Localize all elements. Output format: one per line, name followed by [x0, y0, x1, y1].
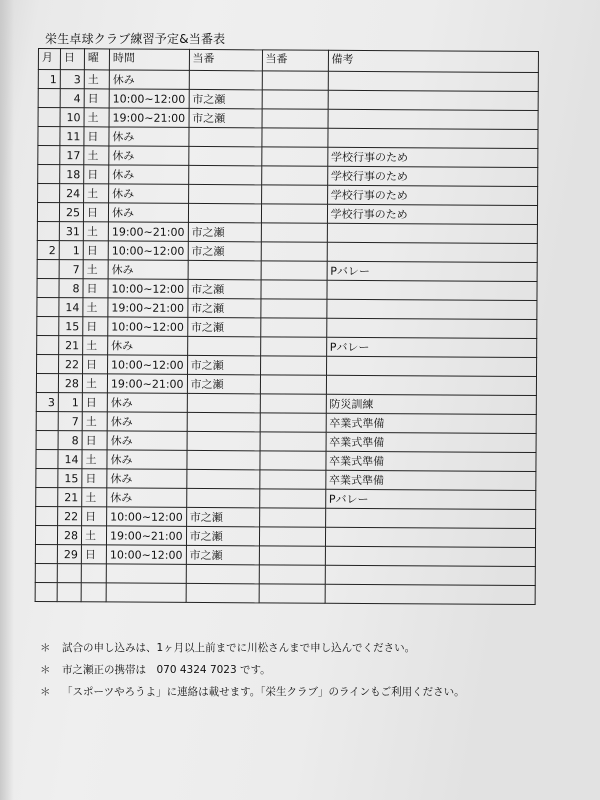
cell-duty-2 [261, 223, 327, 242]
cell-time [106, 583, 186, 602]
cell-weekday: 土 [84, 146, 109, 165]
cell-weekday: 日 [82, 431, 107, 450]
cell-notes: 学校行事のため [327, 147, 537, 167]
cell-notes: Pバレー [325, 489, 535, 509]
cell-notes [326, 356, 536, 376]
cell-time: 10:00~12:00 [107, 507, 187, 526]
cell-weekday: 日 [83, 317, 108, 336]
cell-duty-2 [261, 261, 327, 280]
cell-weekday: 日 [83, 203, 108, 222]
cell-duty-2 [260, 337, 326, 356]
cell-notes [328, 90, 538, 110]
cell-day: 10 [60, 108, 84, 127]
header-month: 月 [38, 49, 60, 70]
cell-weekday: 日 [83, 279, 108, 298]
header-day: 日 [60, 49, 84, 70]
cell-duty-1 [188, 165, 261, 184]
cell-time: 19:00~21:00 [109, 108, 189, 127]
cell-duty-1 [189, 127, 262, 146]
cell-notes: 防災訓練 [326, 394, 536, 414]
cell-weekday: 土 [83, 336, 108, 355]
document-title: 栄生卓球クラブ練習予定&当番表 [45, 32, 226, 46]
cell-day: 29 [57, 545, 81, 564]
cell-day: 3 [60, 70, 84, 89]
cell-duty-2 [262, 128, 328, 147]
cell-day: 8 [58, 431, 82, 450]
cell-month: 2 [37, 240, 59, 259]
cell-notes [327, 242, 537, 262]
cell-time: 休み [109, 146, 189, 165]
cell-time: 10:00~12:00 [109, 89, 189, 108]
cell-day: 24 [60, 184, 84, 203]
cell-month [36, 430, 58, 449]
cell-duty-1 [187, 431, 260, 450]
footnotes [40, 637, 465, 703]
header-duty-1: 当番 [189, 49, 262, 70]
cell-notes: 卒業式準備 [325, 470, 535, 490]
cell-duty-1: 市之瀬 [189, 89, 262, 108]
cell-duty-1 [187, 393, 260, 412]
cell-duty-1 [188, 260, 261, 279]
cell-notes: 学校行事のため [327, 166, 537, 186]
cell-duty-1 [188, 184, 261, 203]
cell-duty-2 [260, 318, 326, 337]
cell-month [37, 297, 59, 316]
cell-weekday: 日 [84, 127, 109, 146]
cell-duty-2 [261, 147, 327, 166]
cell-month [36, 373, 58, 392]
cell-duty-1: 市之瀬 [188, 241, 261, 260]
cell-duty-1: 市之瀬 [186, 545, 259, 564]
footnote-marker: ＊ [40, 664, 51, 676]
footnote-marker: ＊ [40, 642, 51, 654]
cell-notes [326, 318, 536, 338]
header-weekday: 曜 [84, 49, 109, 70]
cell-duty-2 [261, 185, 327, 204]
cell-notes [326, 375, 536, 395]
cell-notes [325, 584, 535, 604]
footnote-text: 試合の申し込みは、1ヶ月以上前までに川松さんまで申し込んでください。 [62, 642, 416, 654]
table-header-row [38, 49, 538, 73]
footnote [40, 637, 465, 659]
cell-notes [327, 223, 537, 243]
cell-duty-1: 市之瀬 [187, 355, 260, 374]
cell-duty-1: 市之瀬 [187, 298, 260, 317]
cell-day: 22 [59, 355, 83, 374]
cell-weekday: 土 [84, 70, 109, 89]
cell-duty-2 [259, 489, 325, 508]
cell-time: 10:00~12:00 [106, 545, 186, 564]
cell-duty-2 [259, 584, 325, 603]
cell-duty-2 [260, 375, 326, 394]
cell-notes: 卒業式準備 [326, 413, 536, 433]
cell-duty-2 [262, 109, 328, 128]
cell-duty-1: 市之瀬 [189, 108, 262, 127]
cell-weekday: 日 [82, 393, 107, 412]
page-edge-shadow [0, 0, 14, 800]
footnote-text: 「スポーツやろうよ」に連絡は載せます。「栄生クラブ」のラインもご利用ください。 [62, 686, 465, 698]
cell-month [36, 506, 58, 525]
cell-duty-1 [188, 203, 261, 222]
cell-month: 1 [38, 70, 60, 89]
cell-month [38, 184, 60, 203]
cell-time: 10:00~12:00 [108, 279, 188, 298]
cell-month [36, 487, 58, 506]
cell-month [38, 89, 60, 108]
cell-time: 休み [107, 412, 187, 431]
cell-day: 21 [59, 336, 83, 355]
cell-notes: 卒業式準備 [326, 432, 536, 452]
cell-duty-1: 市之瀬 [187, 317, 260, 336]
cell-day [57, 564, 81, 583]
cell-day: 11 [60, 127, 84, 146]
cell-month [38, 165, 60, 184]
cell-duty-1: 市之瀬 [186, 526, 259, 545]
cell-weekday: 土 [82, 412, 107, 431]
cell-month [37, 335, 59, 354]
cell-weekday: 土 [84, 184, 109, 203]
cell-time: 19:00~21:00 [108, 222, 188, 241]
cell-time: 10:00~12:00 [108, 355, 188, 374]
cell-duty-1: 市之瀬 [187, 374, 260, 393]
cell-notes: 学校行事のため [327, 185, 537, 205]
cell-weekday: 土 [82, 374, 107, 393]
cell-day: 21 [58, 488, 82, 507]
cell-duty-2 [259, 565, 325, 584]
cell-weekday: 土 [83, 260, 108, 279]
cell-month: 3 [36, 392, 58, 411]
cell-notes [325, 508, 535, 528]
cell-duty-2 [260, 451, 326, 470]
cell-duty-1 [187, 412, 260, 431]
footnote [40, 659, 465, 681]
cell-weekday [81, 583, 106, 602]
cell-month [35, 544, 57, 563]
cell-day: 18 [60, 165, 84, 184]
cell-duty-1 [186, 469, 259, 488]
cell-month [37, 221, 59, 240]
cell-notes [325, 546, 535, 566]
cell-month [36, 468, 58, 487]
cell-month [35, 525, 57, 544]
cell-month [38, 146, 60, 165]
cell-month [35, 563, 57, 582]
cell-duty-2 [261, 166, 327, 185]
cell-duty-2 [259, 470, 325, 489]
cell-day: 4 [60, 89, 84, 108]
cell-time: 休み [107, 431, 187, 450]
cell-weekday: 日 [83, 241, 108, 260]
cell-time: 休み [109, 127, 189, 146]
cell-duty-2 [262, 90, 328, 109]
cell-weekday: 日 [82, 469, 107, 488]
cell-day: 17 [60, 146, 84, 165]
cell-day: 1 [58, 393, 82, 412]
cell-notes [328, 128, 538, 148]
cell-duty-2 [260, 394, 326, 413]
cell-day: 8 [59, 279, 83, 298]
cell-time: 休み [107, 393, 187, 412]
cell-day: 31 [59, 222, 83, 241]
cell-duty-2 [261, 242, 327, 261]
cell-month [37, 259, 59, 278]
cell-duty-2 [261, 204, 327, 223]
cell-weekday: 土 [81, 526, 106, 545]
cell-time: 休み [107, 469, 187, 488]
header-time: 時間 [109, 49, 189, 70]
cell-day: 15 [59, 317, 83, 336]
cell-weekday: 土 [84, 108, 109, 127]
cell-day: 28 [58, 374, 82, 393]
cell-duty-1 [186, 488, 259, 507]
cell-duty-1: 市之瀬 [188, 279, 261, 298]
cell-time: 19:00~21:00 [107, 374, 187, 393]
cell-month [37, 203, 59, 222]
cell-month [37, 278, 59, 297]
cell-time: 休み [109, 70, 189, 89]
cell-notes [328, 109, 538, 129]
cell-duty-2 [260, 413, 326, 432]
cell-duty-2 [260, 432, 326, 451]
cell-day: 14 [58, 450, 82, 469]
cell-time: 休み [109, 184, 189, 203]
cell-time: 10:00~12:00 [108, 241, 188, 260]
cell-time: 休み [108, 203, 188, 222]
cell-duty-2 [262, 71, 328, 90]
cell-weekday [81, 564, 106, 583]
cell-day: 7 [58, 412, 82, 431]
cell-month [37, 354, 59, 373]
cell-duty-2 [260, 356, 326, 375]
cell-duty-2 [260, 299, 326, 318]
cell-time: 休み [109, 165, 189, 184]
cell-day: 14 [59, 298, 83, 317]
cell-weekday: 日 [84, 165, 109, 184]
footnote-marker: ＊ [40, 686, 51, 698]
cell-notes [325, 565, 535, 585]
footnote [40, 681, 465, 703]
cell-month [38, 108, 60, 127]
cell-month [35, 582, 57, 601]
cell-weekday: 日 [81, 545, 106, 564]
cell-month [37, 316, 59, 335]
cell-weekday: 日 [83, 355, 108, 374]
cell-month [36, 411, 58, 430]
cell-weekday: 日 [82, 507, 107, 526]
cell-day: 28 [57, 526, 81, 545]
cell-duty-2 [259, 508, 325, 527]
cell-duty-1 [188, 146, 261, 165]
cell-time: 休み [108, 260, 188, 279]
schedule-table [35, 48, 539, 605]
cell-duty-1: 市之瀬 [188, 222, 261, 241]
header-notes: 備考 [328, 50, 538, 72]
cell-time: 休み [107, 488, 187, 507]
cell-time: 10:00~12:00 [108, 317, 188, 336]
cell-weekday: 日 [84, 89, 109, 108]
cell-duty-2 [261, 280, 327, 299]
cell-duty-1 [186, 583, 259, 602]
cell-duty-2 [259, 546, 325, 565]
header-duty-2: 当番 [262, 50, 328, 71]
table-row [35, 582, 535, 604]
cell-duty-1 [187, 336, 260, 355]
cell-day: 7 [59, 260, 83, 279]
cell-day: 25 [59, 203, 83, 222]
cell-notes [328, 71, 538, 91]
cell-duty-1 [186, 564, 259, 583]
cell-notes [327, 280, 537, 300]
cell-duty-2 [259, 527, 325, 546]
cell-notes: Pバレー [327, 261, 537, 281]
cell-weekday: 土 [83, 298, 108, 317]
cell-duty-1 [187, 450, 260, 469]
cell-day: 22 [58, 507, 82, 526]
cell-notes [326, 299, 536, 319]
cell-duty-1 [189, 70, 262, 89]
cell-month [38, 127, 60, 146]
cell-time: 休み [108, 336, 188, 355]
cell-notes: Pバレー [326, 337, 536, 357]
cell-time: 休み [107, 450, 187, 469]
cell-time [106, 564, 186, 583]
cell-day [57, 583, 81, 602]
cell-notes: 学校行事のため [327, 204, 537, 224]
cell-notes [325, 527, 535, 547]
cell-time: 19:00~21:00 [108, 298, 188, 317]
cell-day: 1 [59, 241, 83, 260]
cell-day: 15 [58, 469, 82, 488]
cell-month [36, 449, 58, 468]
cell-duty-1: 市之瀬 [186, 507, 259, 526]
cell-weekday: 土 [82, 488, 107, 507]
footnote-text: 市之瀬正の携帯は 070 4324 7023 です。 [62, 664, 271, 676]
cell-time: 19:00~21:00 [106, 526, 186, 545]
cell-notes: 卒業式準備 [326, 451, 536, 471]
cell-weekday: 土 [83, 222, 108, 241]
cell-weekday: 土 [82, 450, 107, 469]
